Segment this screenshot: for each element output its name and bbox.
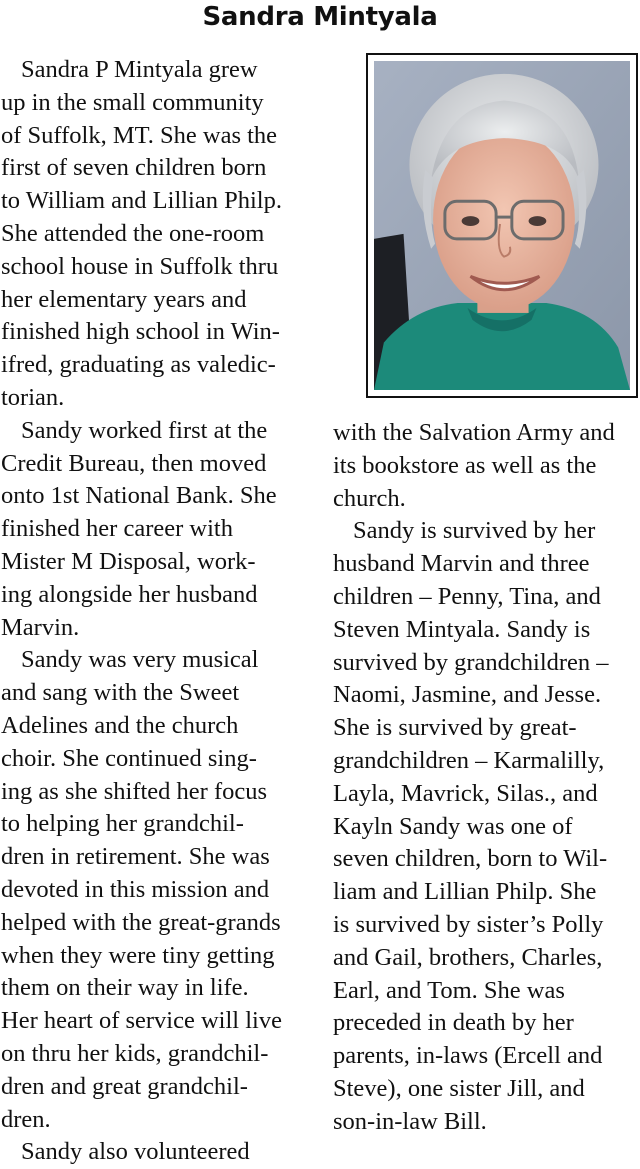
left-text-line: Adelines and the church: [1, 712, 239, 739]
right-text-line: its bookstore as well as the: [333, 451, 597, 479]
left-text-line: on thru her kids, grandchil-: [1, 1040, 269, 1067]
right-text-line: husband Marvin and three: [333, 550, 590, 578]
right-text-line: survived by grandchildren –: [333, 648, 609, 676]
right-text-line: is survived by sister’s Polly: [333, 911, 604, 938]
right-text-line: grandchildren – Karmalilly,: [333, 747, 605, 774]
left-text-line: Sandy worked first at the: [21, 416, 268, 444]
left-text-line: first of seven children born: [1, 154, 267, 182]
left-text-line: her elementary years and: [1, 285, 247, 313]
left-text-line: devoted in this mission and: [1, 876, 270, 903]
right-text-line: Naomi, Jasmine, and Jesse.: [333, 681, 602, 709]
left-text-line: Her heart of service will live: [1, 1007, 282, 1035]
obituary-title: Sandra Mintyala: [202, 2, 438, 32]
left-text-line: onto 1st National Bank. She: [1, 482, 277, 510]
left-text-line: Marvin.: [1, 613, 80, 641]
left-text-line: ing as she shifted her focus: [1, 777, 268, 805]
left-text-line: dren and great grandchil-: [1, 1072, 248, 1100]
right-text-line: Steve), one sister Jill, and: [333, 1075, 585, 1102]
left-text-line: choir. She continued sing-: [1, 744, 257, 772]
left-text-line: finished her career with: [1, 515, 233, 543]
left-text-line: Credit Bureau, then moved: [1, 449, 267, 477]
left-text-line: Sandy was very musical: [21, 646, 259, 674]
right-text-line: Sandy is survived by her: [353, 517, 596, 545]
right-text-line: preceded in death by her: [333, 1009, 574, 1037]
left-text-line: Mister M Disposal, work-: [1, 548, 256, 575]
right-text-line: Steven Mintyala. Sandy is: [333, 615, 591, 643]
left-text-line: helped with the great-grands: [1, 908, 281, 936]
left-text-line: to William and Lillian Philp.: [1, 187, 282, 215]
left-text-line: and sang with the Sweet: [1, 679, 240, 707]
left-text-line: Sandra P Mintyala grew: [21, 56, 258, 83]
right-text-line: She is survived by great-: [333, 714, 577, 742]
right-text-line: parents, in-laws (Ercell and: [333, 1042, 603, 1070]
left-text-line: dren in retirement. She was: [1, 843, 270, 871]
portrait-image: [374, 61, 630, 390]
left-text-line: torian.: [1, 384, 65, 411]
right-text-line: liam and Lillian Philp. She: [333, 878, 597, 906]
left-text-line: ing alongside her husband: [1, 580, 258, 608]
right-text-line: and Gail, brothers, Charles,: [333, 943, 603, 971]
right-text-line: Kayln Sandy was one of: [333, 812, 573, 840]
left-text-line: Sandy also volunteered: [21, 1138, 250, 1166]
right-text-line: with the Salvation Army and: [333, 419, 615, 446]
left-text-line: when they were tiny getting: [1, 941, 275, 969]
right-text-line: children – Penny, Tina, and: [333, 583, 601, 610]
left-text-line: ifred, graduating as valedic-: [1, 351, 276, 379]
right-text-line: seven children, born to Wil-: [333, 845, 608, 873]
right-text-line: church.: [333, 484, 406, 512]
left-text-line: up in the small community: [1, 88, 264, 116]
left-text-line: finished high school in Win-: [1, 318, 280, 346]
left-text-line: dren.: [1, 1105, 51, 1133]
right-text-line: Layla, Mavrick, Silas., and: [333, 779, 598, 807]
left-text-line: She attended the one-room: [1, 220, 265, 247]
left-text-line: to helping her grandchil-: [1, 810, 244, 838]
left-text-line: them on their way in life.: [1, 974, 249, 1002]
right-text-line: son-in-law Bill.: [333, 1107, 487, 1135]
right-text-line: Earl, and Tom. She was: [333, 976, 565, 1004]
left-text-line: of Suffolk, MT. She was the: [1, 121, 278, 149]
left-text-line: school house in Suffolk thru: [1, 252, 279, 280]
portrait-photo: [366, 53, 638, 398]
